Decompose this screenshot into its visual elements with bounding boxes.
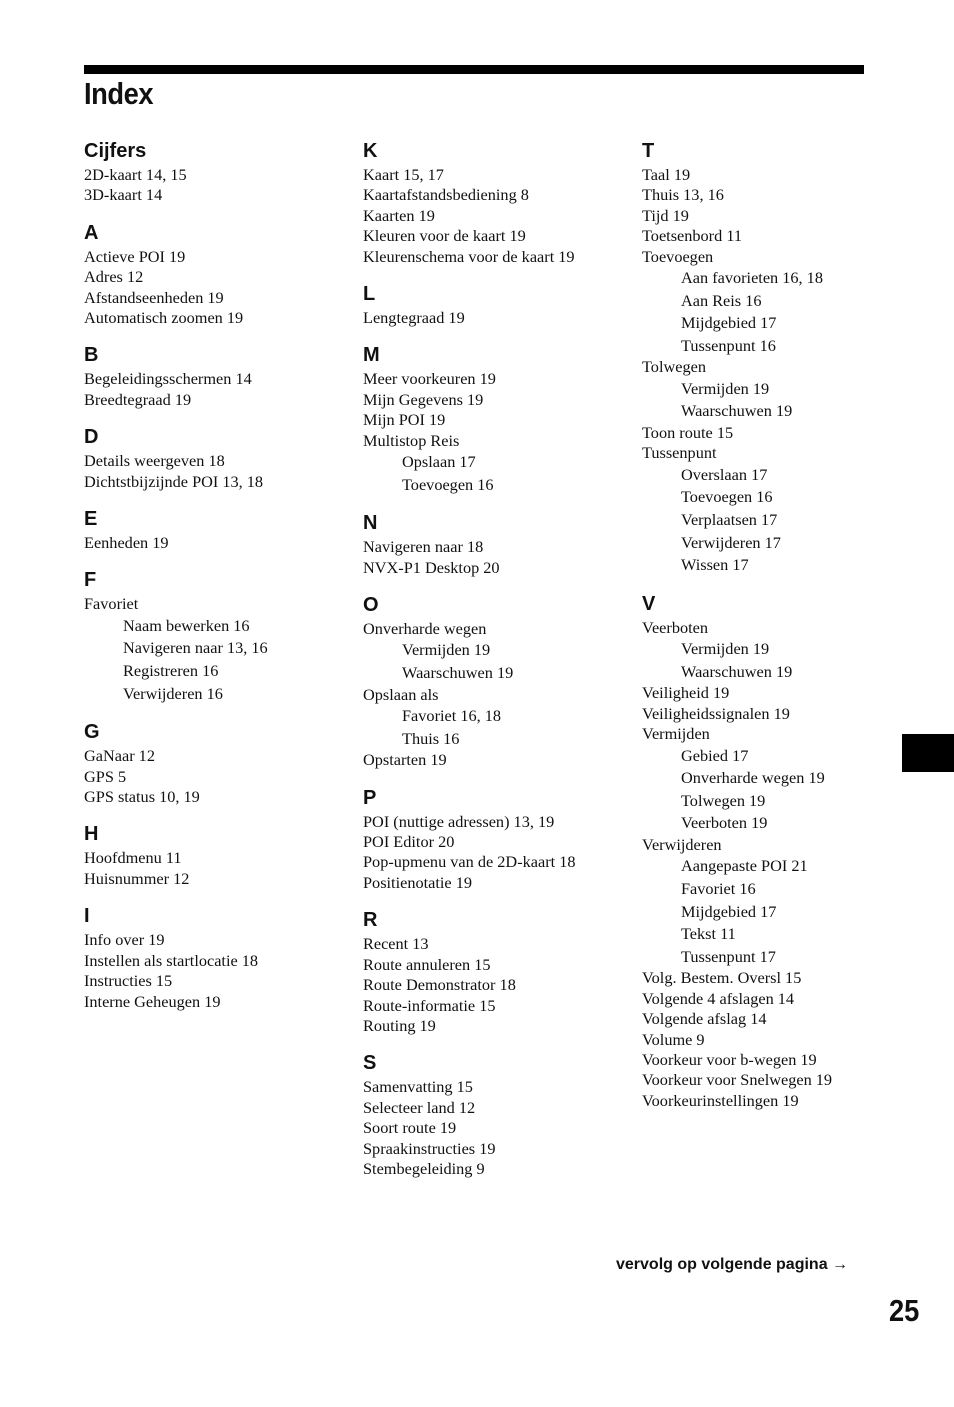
index-column-1 — [84, 138, 354, 1026]
index-section — [642, 591, 902, 1111]
index-subentry: Waarschuwen 19 — [681, 661, 793, 681]
section-heading: P — [363, 786, 377, 809]
index-entry: GPS 5 — [84, 766, 127, 786]
section-heading: O — [363, 594, 379, 617]
section-heading: H — [84, 823, 99, 846]
section-heading: B — [84, 344, 99, 367]
index-section — [84, 220, 354, 329]
index-subentry: Verwijderen 17 — [681, 532, 781, 552]
index-entry: Afstandseenheden 19 — [84, 287, 224, 307]
section-heading: G — [84, 721, 100, 744]
index-entry: Thuis 13, 16 — [642, 185, 724, 205]
index-entry: Kaartafstandsbediening 8 — [363, 185, 529, 205]
index-section — [363, 342, 633, 496]
section-heading: N — [363, 512, 378, 535]
index-subentry: Waarschuwen 19 — [681, 401, 793, 421]
index-entry: 2D-kaart 14, 15 — [84, 165, 187, 184]
section-heading: R — [363, 909, 378, 932]
index-entry: Actieve POI 19 — [84, 246, 186, 266]
index-entry: Tussenpunt — [642, 443, 717, 463]
index-section — [84, 821, 354, 889]
index-entry: Route-informatie 15 — [363, 995, 496, 1015]
page-number: 25 — [889, 1293, 920, 1328]
index-entry: Stembegeleiding 9 — [363, 1158, 485, 1178]
index-entry: Dichtstbijzijnde POI 13, 18 — [84, 471, 264, 491]
index-entry: Automatisch zoomen 19 — [84, 308, 244, 328]
index-entry: Meer voorkeuren 19 — [363, 369, 496, 389]
index-entry: Kaarten 19 — [363, 205, 435, 225]
index-entry: Kleuren voor de kaart 19 — [363, 226, 526, 246]
index-entry: GaNaar 12 — [84, 746, 155, 766]
index-section — [84, 424, 354, 492]
index-entry: Veiligheid 19 — [642, 683, 730, 703]
continued-note: vervolg op volgende pagina → — [616, 1256, 849, 1273]
index-entry: Spraakinstructies 19 — [363, 1138, 496, 1158]
index-section — [363, 785, 633, 894]
index-entry: Info over 19 — [84, 930, 165, 950]
index-entry: Veerboten — [642, 617, 708, 637]
index-entry: Kleurenschema voor de kaart 19 — [363, 246, 575, 266]
index-entry: GPS status 10, 19 — [84, 787, 200, 807]
index-section — [84, 138, 354, 206]
index-subentry: Tekst 11 — [681, 924, 736, 944]
index-section — [84, 342, 354, 410]
index-subentry: Verplaatsen 17 — [681, 510, 778, 529]
index-entry: Pop-upmenu van de 2D-kaart 18 — [363, 852, 576, 872]
index-entry: Veiligheidssignalen 19 — [642, 703, 790, 723]
index-entry: Samenvatting 15 — [363, 1077, 473, 1097]
section-heading: L — [363, 283, 376, 306]
index-entry: POI Editor 20 — [363, 832, 455, 852]
thumb-tab — [902, 734, 954, 772]
index-entry: Navigeren naar 18 — [363, 537, 484, 557]
index-entry: Huisnummer 12 — [84, 868, 190, 888]
index-entry: Lengtegraad 19 — [363, 308, 465, 328]
index-subentry: Naam bewerken 16 — [123, 615, 250, 635]
index-entry: Kaart 15, 17 — [363, 165, 444, 184]
index-subentry: Thuis 16 — [402, 728, 460, 748]
index-subentry: Veerboten 19 — [681, 813, 768, 833]
index-entry: POI (nuttige adressen) 13, 19 — [363, 811, 555, 831]
section-heading: M — [363, 344, 380, 367]
index-subentry: Favoriet 16 — [681, 878, 756, 898]
index-entry: Volg. Bestem. Oversl 15 — [642, 968, 802, 988]
section-heading: I — [84, 905, 90, 928]
index-subentry: Navigeren naar 13, 16 — [123, 638, 268, 658]
index-entry: Recent 13 — [363, 934, 429, 954]
index-section — [363, 510, 633, 578]
index-subentry: Registreren 16 — [123, 661, 219, 681]
index-entry: Soort route 19 — [363, 1118, 457, 1138]
index-subentry: Tussenpunt 16 — [681, 335, 776, 355]
index-entry: Toevoegen — [642, 246, 714, 266]
index-entry: Volume 9 — [642, 1029, 705, 1049]
index-entry: Instellen als startlocatie 18 — [84, 950, 259, 970]
index-subentry: Waarschuwen 19 — [402, 663, 514, 683]
index-entry: Routing 19 — [363, 1015, 436, 1035]
index-entry: NVX-P1 Desktop 20 — [363, 557, 500, 577]
index-column-2 — [363, 138, 633, 1193]
index-entry: Tijd 19 — [642, 205, 689, 225]
section-heading: D — [84, 426, 99, 449]
index-subentry: Tussenpunt 17 — [681, 946, 776, 966]
index-subentry: Toevoegen 16 — [402, 474, 494, 494]
index-column-3 — [642, 138, 902, 1125]
index-subentry: Overslaan 17 — [681, 464, 768, 484]
index-section — [84, 506, 354, 553]
index-entry: Volgende afslag 14 — [642, 1009, 767, 1029]
index-entry: Hoofdmenu 11 — [84, 848, 182, 868]
index-entry: Adres 12 — [84, 267, 144, 287]
index-entry: Onverharde wegen — [363, 619, 487, 639]
index-subentry: Wissen 17 — [681, 555, 749, 575]
index-entry: Selecteer land 12 — [363, 1097, 476, 1117]
index-section — [84, 719, 354, 807]
section-heading: E — [84, 508, 98, 531]
section-heading: F — [84, 569, 97, 592]
index-subentry: Toevoegen 16 — [681, 487, 773, 507]
index-entry: Interne Geheugen 19 — [84, 991, 221, 1011]
section-heading: T — [642, 140, 655, 162]
index-entry: Toetsenbord 11 — [642, 226, 742, 246]
index-section — [84, 903, 354, 1012]
index-subentry: Vermijden 19 — [402, 640, 491, 660]
index-subentry: Mijdgebied 17 — [681, 313, 777, 333]
section-heading: K — [363, 140, 378, 162]
index-entry: Positienotatie 19 — [363, 872, 472, 892]
index-subentry: Aan Reis 16 — [681, 290, 762, 310]
section-heading: Cijfers — [84, 140, 147, 162]
index-subentry: Opslaan 17 — [402, 452, 476, 472]
index-entry: Details weergeven 18 — [84, 451, 225, 471]
index-entry: Voorkeur voor b-wegen 19 — [642, 1049, 817, 1069]
index-section — [363, 907, 633, 1036]
index-entry: Verwijderen — [642, 834, 722, 854]
index-section — [363, 1050, 633, 1179]
index-entry: Taal 19 — [642, 165, 691, 184]
index-entry: 3D-kaart 14 — [84, 185, 163, 205]
index-entry: Vermijden — [642, 724, 710, 744]
index-entry: Begeleidingsschermen 14 — [84, 369, 252, 389]
index-entry: Toon route 15 — [642, 423, 734, 442]
index-entry: Mijn POI 19 — [363, 410, 446, 430]
index-section — [363, 138, 633, 267]
index-section — [642, 138, 902, 577]
index-entry: Route annuleren 15 — [363, 954, 491, 974]
index-entry: Opstarten 19 — [363, 750, 447, 770]
top-rule — [84, 65, 864, 74]
section-heading: S — [363, 1052, 377, 1075]
index-entry: Tolwegen — [642, 357, 706, 377]
index-subentry: Aangepaste POI 21 — [681, 856, 808, 876]
index-entry: Mijn Gegevens 19 — [363, 389, 484, 409]
index-entry: Voorkeur voor Snelwegen 19 — [642, 1070, 833, 1090]
index-subentry: Aan favorieten 16, 18 — [681, 268, 823, 288]
index-subentry: Mijdgebied 17 — [681, 901, 777, 921]
index-entry: Eenheden 19 — [84, 533, 169, 553]
index-entry: Instructies 15 — [84, 971, 173, 991]
index-subentry: Verwijderen 16 — [123, 683, 223, 703]
index-subentry: Tolwegen 19 — [681, 790, 766, 810]
index-subentry: Vermijden 19 — [681, 378, 770, 398]
index-entry: Voorkeurinstellingen 19 — [642, 1090, 799, 1110]
index-section — [363, 592, 633, 771]
index-entry: Multistop Reis — [363, 430, 460, 450]
index-entry: Opslaan als — [363, 684, 439, 704]
index-subentry: Vermijden 19 — [681, 639, 770, 659]
section-heading: V — [642, 592, 656, 615]
index-entry: Breedtegraad 19 — [84, 389, 192, 409]
index-subentry: Gebied 17 — [681, 745, 749, 765]
index-entry: Route Demonstrator 18 — [363, 975, 516, 995]
index-entry: Favoriet — [84, 594, 139, 614]
index-section — [363, 281, 633, 328]
page-title: Index — [84, 76, 154, 111]
index-entry: Volgende 4 afslagen 14 — [642, 988, 795, 1008]
index-subentry: Onverharde wegen 19 — [681, 768, 825, 788]
index-subentry: Favoriet 16, 18 — [402, 706, 502, 726]
section-heading: A — [84, 221, 99, 244]
index-section — [84, 567, 354, 705]
